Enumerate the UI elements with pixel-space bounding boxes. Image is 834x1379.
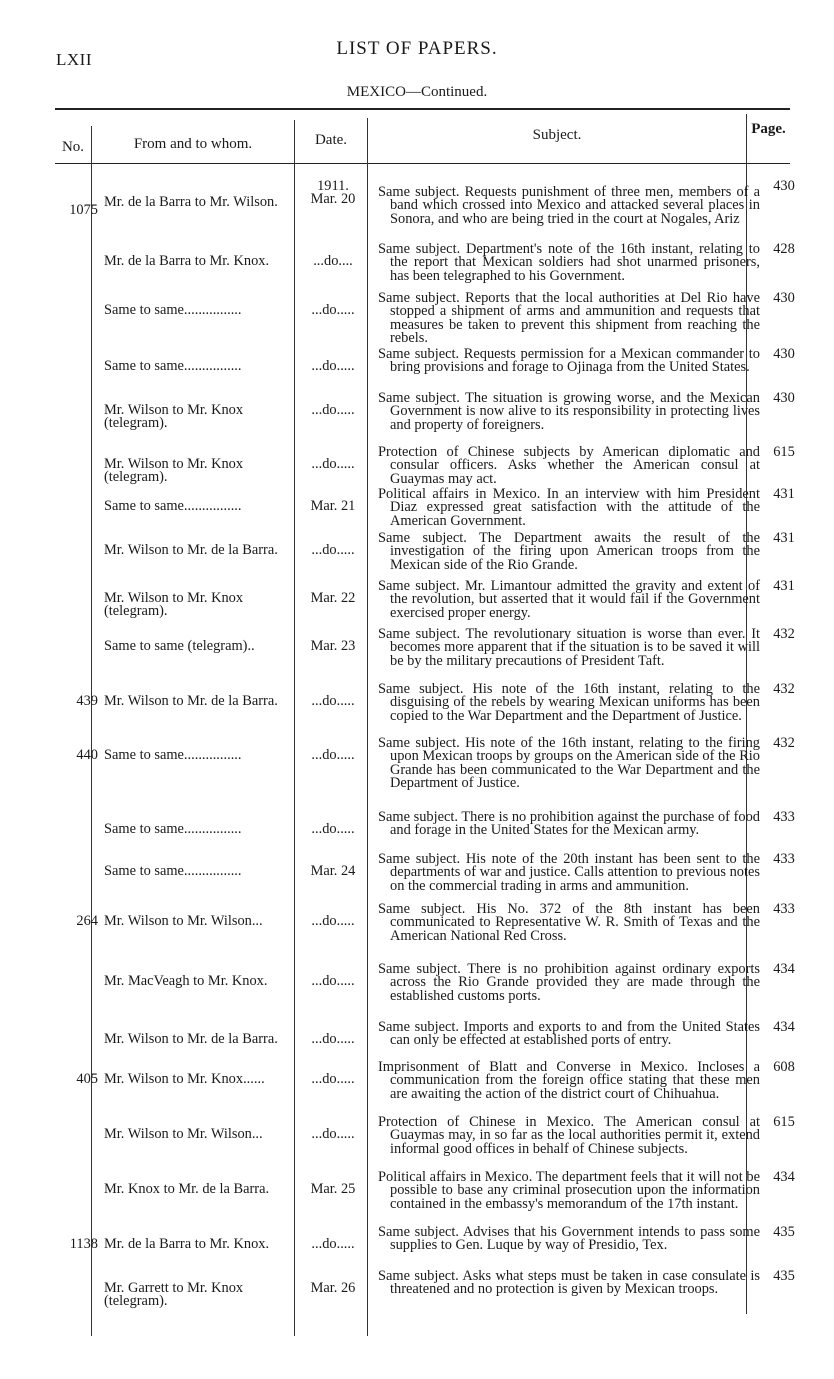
page-reference: 432 <box>773 735 795 751</box>
date <box>298 500 368 513</box>
from-to-whom: Same to same................ <box>104 821 242 837</box>
from-to-whom: Mr. de la Barra to Mr. Knox. <box>104 253 270 269</box>
page-reference: 434 <box>773 1169 795 1185</box>
date <box>298 915 368 928</box>
date <box>298 1282 368 1295</box>
column-header-from: From and to whom. <box>133 136 253 152</box>
page-reference: 430 <box>773 178 795 194</box>
page-title: LIST OF PAPERS. <box>336 38 498 59</box>
page-reference: 434 <box>773 961 795 977</box>
page-reference: 615 <box>773 1114 795 1130</box>
page-reference: 433 <box>773 851 795 867</box>
paper-number: 439 <box>76 693 98 709</box>
date-value: Mar. 25 <box>310 1181 356 1197</box>
page-reference: 433 <box>773 901 795 917</box>
page-reference: 431 <box>773 530 795 546</box>
date-value: Mar. 21 <box>310 498 356 514</box>
date <box>298 544 368 557</box>
column-header-date: Date. <box>314 132 348 148</box>
from-to-whom: Mr. Wilson to Mr. Knox...... <box>104 1071 265 1087</box>
paper-number: 264 <box>76 913 98 929</box>
page-reference: 430 <box>773 290 795 306</box>
column-header-subject: Subject. <box>532 127 582 143</box>
subject: Same subject. Requests permission for a Mexican commander to bring provisions and forage to Ojinaga from the United States. <box>378 346 760 376</box>
column-divider <box>91 126 92 1336</box>
date <box>298 360 368 373</box>
from-to-whom: Mr. Wilson to Mr. de la Barra. <box>104 542 278 558</box>
date <box>298 592 368 605</box>
date-value: ...do..... <box>311 693 355 709</box>
date <box>298 695 368 708</box>
date <box>298 1183 368 1196</box>
from-to-whom: Mr. Wilson to Mr. Wilson... <box>104 913 263 929</box>
subject: Same subject. His note of the 16th instant, relating to the disguising of the rebels by wearing Mexican uniforms has been copied to the War Department and the Department of Justice. <box>378 681 760 724</box>
column-header-no: No. <box>61 139 85 155</box>
date-value: Mar. 22 <box>310 590 356 606</box>
page-reference: 428 <box>773 241 795 257</box>
page-reference: 615 <box>773 444 795 460</box>
date <box>298 749 368 762</box>
from-to-whom: Mr. de la Barra to Mr. Wilson. <box>104 194 278 210</box>
paper-number: 1138 <box>69 1236 98 1252</box>
date-value: ...do..... <box>311 1126 355 1142</box>
from-to-whom: Mr. MacVeagh to Mr. Knox. <box>104 973 268 989</box>
paper-number: 1075 <box>69 202 98 218</box>
from-to-whom: Mr. de la Barra to Mr. Knox. <box>104 1236 270 1252</box>
date <box>298 255 368 268</box>
subject: Same subject. Imports and exports to and from the United States can only be effected at established ports of entry. <box>378 1019 760 1049</box>
date-value: ...do..... <box>311 402 355 418</box>
subject: Same subject. Reports that the local authorities at Del Rio have stopped a shipment of arms and ammunition and requests that measures be taken to prevent this shipment from reaching the rebels. <box>378 290 760 346</box>
date <box>298 975 368 988</box>
from-to-whom: Same to same................ <box>104 302 242 318</box>
subject: Same subject. The Department awaits the result of the investigation of the firing upon American troops from the Mexican side of the Rio Grande. <box>378 530 760 573</box>
date-value: Mar. 23 <box>310 638 356 654</box>
from-to-whom: Same to same................ <box>104 358 242 374</box>
from-to-whom: Mr. Wilson to Mr. Knox (telegram). <box>104 590 244 620</box>
date <box>298 1073 368 1086</box>
from-to-whom: Mr. Wilson to Mr. Knox (telegram). <box>104 402 244 432</box>
date-value: Mar. 20 <box>310 191 356 208</box>
page-reference: 433 <box>773 809 795 825</box>
date <box>298 404 368 417</box>
subject: Same subject. Advises that his Government intends to pass some supplies to Gen. Luque by way of Presidio, Tex. <box>378 1224 760 1254</box>
date <box>298 1128 368 1141</box>
from-to-whom: Mr. Wilson to Mr. Wilson... <box>104 1126 263 1142</box>
subject: Same subject. His note of the 16th instant, relating to the firing upon Mexican troops by groups on the American side of the Rio Grande has been communicated to the War Department and the Department of Justice. <box>378 735 760 791</box>
page-reference: 434 <box>773 1019 795 1035</box>
date-value: Mar. 26 <box>310 1280 356 1296</box>
date <box>298 640 368 653</box>
page-reference: 435 <box>773 1224 795 1240</box>
from-to-whom: Mr. Knox to Mr. de la Barra. <box>104 1181 270 1197</box>
subject: Same subject. Requests punishment of three men, members of a band which crossed into Mexico and attacked several places in Sonora, and who are being tried in the court at Nogales, Ariz <box>378 184 760 227</box>
date-value: Mar. 24 <box>310 863 356 879</box>
from-to-whom: Mr. Garrett to Mr. Knox (telegram). <box>104 1280 244 1310</box>
subject: Same subject. There is no prohibition against ordinary exports across the Rio Grande provided they are made through the established customs ports. <box>378 961 760 1004</box>
subject: Same subject. His note of the 20th instant has been sent to the departments of war and justice. Calls attention to previous notes on the commercial trading in arms and ammunition. <box>378 851 760 894</box>
column-divider <box>294 120 295 1336</box>
paper-number: 405 <box>76 1071 98 1087</box>
page-reference: 431 <box>773 486 795 502</box>
date-year: 1911. <box>317 178 349 194</box>
subject: Same subject. Asks what steps must be taken in case consulate is threatened and no protection is given by Mexican troops. <box>378 1268 760 1298</box>
date-value: ...do..... <box>311 821 355 837</box>
date-value: ...do..... <box>311 456 355 472</box>
from-to-whom: Same to same (telegram).. <box>104 638 255 654</box>
from-to-whom: Mr. Wilson to Mr. Knox (telegram). <box>104 456 244 486</box>
paper-number: 440 <box>76 747 98 763</box>
page-reference: 431 <box>773 578 795 594</box>
from-to-whom: Same to same................ <box>104 498 242 514</box>
from-to-whom: Same to same................ <box>104 863 242 879</box>
date <box>298 304 368 317</box>
header-bottom-rule <box>55 163 790 164</box>
page-reference: 608 <box>773 1059 795 1075</box>
column-divider <box>367 118 368 1336</box>
from-to-whom: Mr. Wilson to Mr. de la Barra. <box>104 1031 278 1047</box>
subject: Protection of Chinese subjects by American diplomatic and consular officers. Asks whether the American consul at Guaymas may act. <box>378 444 760 487</box>
date-value: ...do..... <box>311 1236 355 1252</box>
date-value: ...do..... <box>311 358 355 374</box>
subject: Protection of Chinese in Mexico. The American consul at Guaymas may, in so far as the local authorities permit it, extend informal good offices in behalf of Chinese subjects. <box>378 1114 760 1157</box>
subject: Imprisonment of Blatt and Converse in Mexico. Incloses a communication from the foreign office stating that these men are awaiting the action of the district court of Chihuahua. <box>378 1059 760 1102</box>
subject: Same subject. Mr. Limantour admitted the gravity and extent of the revolution, but asserted that it would fail if the Government exercised proper energy. <box>378 578 760 621</box>
date <box>298 458 368 471</box>
date-value: ...do..... <box>311 913 355 929</box>
date-value: ...do..... <box>311 1071 355 1087</box>
date-value: ...do.... <box>313 253 353 269</box>
page-number: LXII <box>56 50 92 69</box>
date <box>298 180 368 207</box>
page-reference: 430 <box>773 390 795 406</box>
date <box>298 823 368 836</box>
from-to-whom: Same to same................ <box>104 747 242 763</box>
page-reference: 432 <box>773 626 795 642</box>
date-value: ...do..... <box>311 542 355 558</box>
date-value: ...do..... <box>311 1031 355 1047</box>
page-reference: 432 <box>773 681 795 697</box>
subject: Political affairs in Mexico. The department feels that it will not be possible to base any criminal prosecution upon the information contained in the embassy's memorandum of the 17th instant. <box>378 1169 760 1212</box>
table-top-rule <box>55 108 790 110</box>
subject: Same subject. His No. 372 of the 8th instant has been communicated to Representative W. R. Smith of Texas and the American National Red Cross. <box>378 901 760 944</box>
page-reference: 435 <box>773 1268 795 1284</box>
date-value: ...do..... <box>311 747 355 763</box>
subject: Political affairs in Mexico. In an interview with him President Diaz expressed great satisfaction with the attitude of the American Government. <box>378 486 760 529</box>
page-reference: 430 <box>773 346 795 362</box>
date <box>298 865 368 878</box>
date-value: ...do..... <box>311 973 355 989</box>
subject: Same subject. There is no prohibition against the purchase of food and forage in the United States for the Mexican army. <box>378 809 760 839</box>
column-header-page: Page. <box>751 121 786 137</box>
subject: Same subject. The situation is growing worse, and the Mexican Government is now alive to its responsibility in protecting lives and property of foreigners. <box>378 390 760 433</box>
subject: Same subject. Department's note of the 16th instant, relating to the report that Mexican soldiers had shot unarmed prisoners, has been telegraphed to his Government. <box>378 241 760 284</box>
from-to-whom: Mr. Wilson to Mr. de la Barra. <box>104 693 278 709</box>
date <box>298 1238 368 1251</box>
subject: Same subject. The revolutionary situation is worse than ever. It becomes more apparent that if the situation is to be saved it will be by the military precautions of President Taft. <box>378 626 760 669</box>
date <box>298 1033 368 1046</box>
section-title: MEXICO—Continued. <box>346 84 488 100</box>
date-value: ...do..... <box>311 302 355 318</box>
